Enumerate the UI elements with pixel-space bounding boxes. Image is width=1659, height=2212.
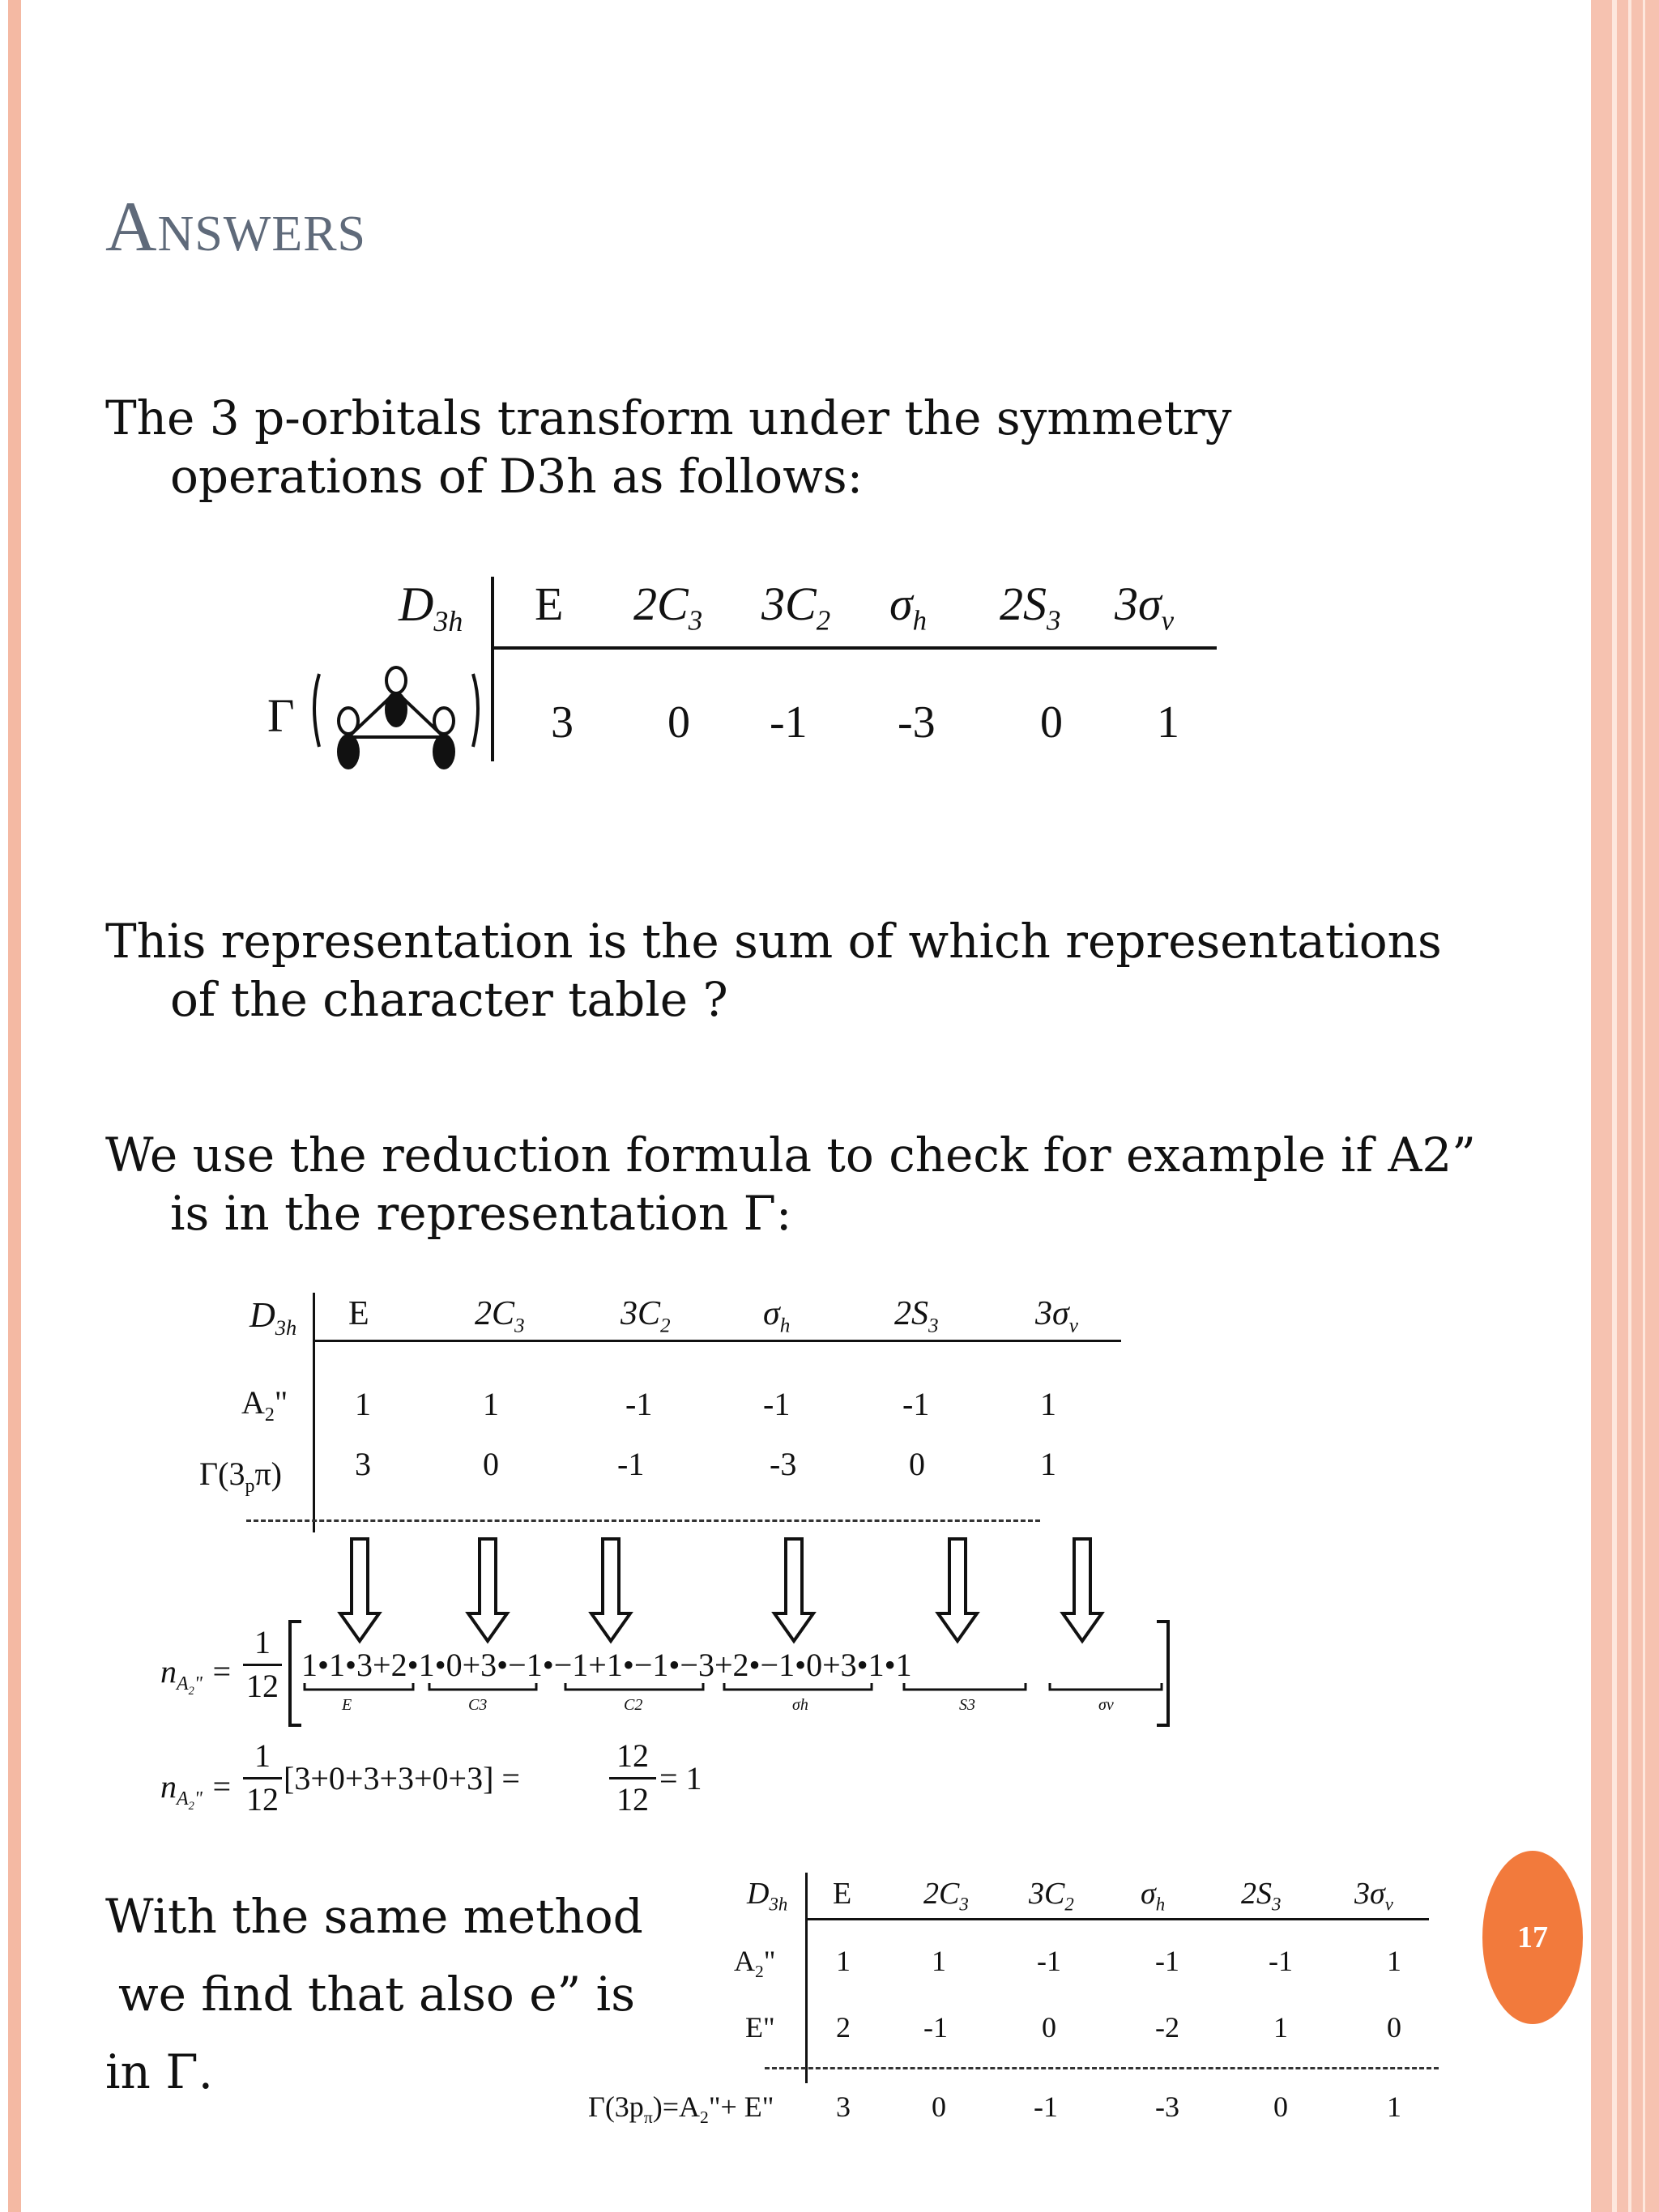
column-header-2s3: $2S_3$: [1241, 1877, 1282, 1915]
column-header-2c3: $2C_3$: [633, 578, 703, 637]
character-value: -1: [1034, 2091, 1058, 2123]
row-label-e: E": [745, 2011, 775, 2044]
brace-label-e: E: [342, 1696, 352, 1714]
character-value: -1: [763, 1386, 791, 1422]
column-header-2c3: $2C_3$: [923, 1877, 969, 1915]
brace-label-s3: S3: [959, 1696, 975, 1714]
character-value: -1: [625, 1386, 653, 1422]
character-value: 1: [1387, 2091, 1401, 2123]
formula-result: = 1: [659, 1760, 702, 1796]
character-value: -1: [1269, 1945, 1293, 1977]
character-value: 3: [551, 697, 574, 748]
character-value: 0: [932, 2091, 946, 2123]
character-value: 2: [836, 2011, 851, 2044]
row-label-gamma-3ppi: $\Gamma(3_p\pi)$: [199, 1455, 282, 1497]
character-value: -1: [902, 1386, 930, 1422]
column-header-3sigma-v: $3\sigma_v$: [1115, 578, 1175, 637]
character-value: 3: [355, 1446, 371, 1482]
paragraph-line: The 3 p-orbitals transform under the symmetry: [105, 390, 1232, 445]
character-value: 0: [483, 1446, 499, 1482]
page-number-badge: [1482, 1851, 1583, 2024]
fraction-denominator: 12: [246, 1668, 279, 1704]
character-value: -3: [1155, 2091, 1179, 2123]
character-value: -2: [1155, 2011, 1179, 2044]
character-value: 1: [1387, 1945, 1401, 1977]
character-value: 0: [1040, 697, 1063, 748]
character-value: -3: [770, 1446, 797, 1482]
row-label-a2: $A_2$": [734, 1945, 776, 1982]
paragraph-line: in Γ.: [105, 2044, 214, 2099]
paragraph-line: of the character table ?: [170, 972, 728, 1027]
column-header-2c3: $2C_3$: [475, 1295, 525, 1337]
column-header-3sigma-v: $3\sigma_v$: [1354, 1877, 1393, 1915]
gamma-symbol: Γ: [267, 689, 295, 742]
character-value: 0: [909, 1446, 925, 1482]
paragraph-line: With the same method: [105, 1889, 643, 1944]
group-label: $D_{3h}$: [399, 578, 463, 637]
character-value: 1: [1040, 1386, 1056, 1422]
character-value: 3: [836, 2091, 851, 2123]
formula-sum: [3+0+3+3+0+3] =: [284, 1760, 520, 1796]
brace-label-c3: C3: [468, 1696, 488, 1714]
n-a2-label: $n_{A_2"}$ =: [160, 1653, 232, 1698]
column-header-3c2: $3C_2$: [761, 578, 831, 637]
character-value: 1: [1273, 2011, 1288, 2044]
character-value: 1: [1157, 697, 1179, 748]
column-header-sigma-h: $\sigma_h$: [1141, 1877, 1166, 1915]
character-value: 0: [1042, 2011, 1056, 2044]
character-value: 1: [483, 1386, 499, 1422]
column-header-2s3: $2S_3$: [894, 1295, 939, 1337]
n-a2-label: $n_{A_2"}$ =: [160, 1768, 232, 1813]
fraction-bar: [609, 1777, 656, 1779]
column-header-2s3: $2S_3$: [1000, 578, 1061, 637]
character-value: 0: [1273, 2091, 1288, 2123]
character-value: -1: [1037, 1945, 1061, 1977]
paragraph-line: we find that also e” is: [118, 1967, 635, 2022]
row-label-a2: $A_2$": [241, 1384, 288, 1426]
paragraph-line: We use the reduction formula to check for example if A2”: [105, 1127, 1476, 1183]
table-divider: [805, 1873, 808, 2083]
paragraph-line: This representation is the sum of which representations: [105, 914, 1442, 969]
column-header-e: E: [833, 1877, 852, 1911]
column-header-sigma-h: $\sigma_h$: [889, 578, 928, 637]
brace-label-c2: C2: [624, 1696, 643, 1714]
column-header-sigma-h: $\sigma_h$: [763, 1295, 791, 1337]
character-value: 1: [932, 1945, 946, 1977]
character-value: 1: [836, 1945, 851, 1977]
fraction-numerator: 1: [254, 1737, 271, 1774]
fraction-numerator: 12: [616, 1737, 649, 1774]
character-value: -1: [1155, 1945, 1179, 1977]
fraction-denominator: 12: [246, 1781, 279, 1818]
character-value: -1: [617, 1446, 645, 1482]
character-value: -1: [923, 2011, 948, 2044]
page-number: 17: [1517, 1920, 1548, 1954]
column-header-e: E: [348, 1295, 369, 1332]
dashed-separator: [765, 2067, 1439, 2069]
character-value: 1: [1040, 1446, 1056, 1482]
slide-title: Answers: [105, 188, 367, 266]
column-header-3c2: $3C_2$: [1029, 1877, 1074, 1915]
column-header-e: E: [535, 578, 564, 630]
brace-label-sigma-h: σh: [792, 1696, 808, 1714]
paragraph-line: operations of D3h as follows:: [170, 449, 864, 504]
fraction-numerator: 1: [254, 1624, 271, 1660]
column-header-3sigma-v: $3\sigma_v$: [1035, 1295, 1078, 1337]
table-divider: [805, 1918, 1429, 1920]
character-value: -1: [770, 697, 808, 748]
character-value: 1: [355, 1386, 371, 1422]
paragraph-line: is in the representation Γ:: [170, 1186, 792, 1241]
formula-terms: 1•1•3+2•1•0+3•−1•−1+1•−1•−3+2•−1•0+3•1•1: [301, 1647, 912, 1683]
sum-row-label: $\Gamma(3p_\pi)=A_2"+ E$": [588, 2091, 774, 2128]
fraction-denominator: 12: [616, 1781, 649, 1818]
character-value: 0: [1387, 2011, 1401, 2044]
character-value: 0: [667, 697, 690, 748]
group-label: $D_{3h}$: [249, 1295, 297, 1340]
fraction-bar: [243, 1777, 282, 1779]
group-label: $D_{3h}$: [747, 1877, 788, 1915]
brace-label-sigma-v: σv: [1098, 1696, 1114, 1714]
character-value: -3: [898, 697, 936, 748]
column-header-3c2: $3C_2$: [621, 1295, 671, 1337]
paragraph-conclusion: [105, 1877, 643, 2111]
